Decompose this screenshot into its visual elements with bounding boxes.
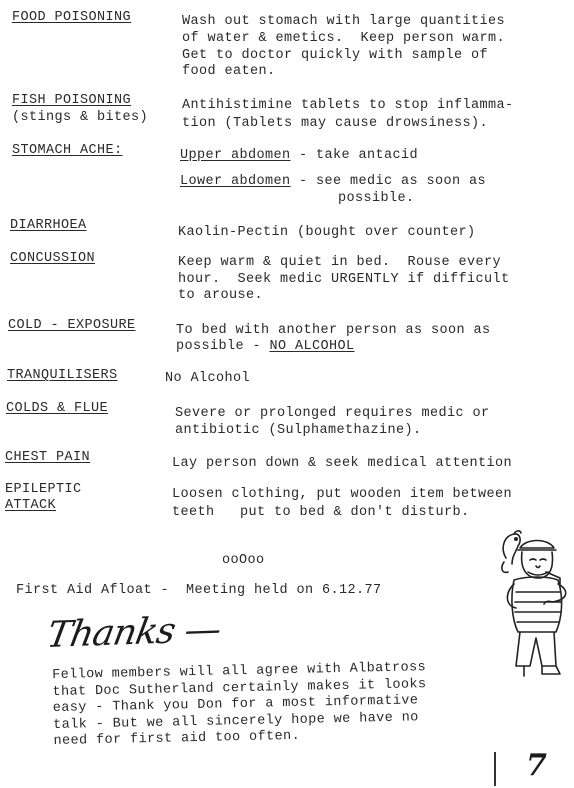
no-alcohol-emphasis: NO ALCOHOL bbox=[269, 339, 355, 354]
closing-line-1: Fellow members will all agree with Albatross bbox=[52, 660, 427, 683]
separator: ooOoo bbox=[222, 553, 265, 568]
desc-concussion-3: to arouse. bbox=[178, 288, 264, 303]
term-tranquilisers: TRANQUILISERS bbox=[7, 368, 118, 383]
term-cold-exposure: COLD - EXPOSURE bbox=[8, 318, 136, 333]
desc-food-poisoning-2: of water & emetics. Keep person warm. bbox=[182, 31, 506, 46]
term-fish-poisoning-sub: (stings & bites) bbox=[12, 110, 149, 125]
meeting-line: First Aid Afloat - Meeting held on 6.12.77 bbox=[16, 583, 382, 598]
term-chest-pain: CHEST PAIN bbox=[5, 450, 91, 465]
desc-diarrhoea: Kaolin-Pectin (bought over counter) bbox=[178, 225, 476, 240]
term-epileptic-attack: ATTACK bbox=[5, 498, 57, 513]
stomach-lower-row bbox=[180, 174, 486, 191]
desc-tranquilisers: No Alcohol bbox=[165, 371, 251, 386]
closing-line-3: easy - Thank you Don for a most informative bbox=[52, 693, 419, 716]
closing-line-4: talk - But we all sincerely hope we have no bbox=[53, 709, 419, 733]
desc-fish-poisoning-2: tion (Tablets may cause drowsiness). bbox=[182, 116, 489, 131]
sailor-cartoon-illustration bbox=[490, 528, 572, 678]
desc-food-poisoning-1: Wash out stomach with large quantities bbox=[182, 14, 506, 29]
desc-food-poisoning-4: food eaten. bbox=[182, 64, 276, 79]
term-colds-flue: COLDS & FLUE bbox=[6, 401, 109, 416]
term-food-poisoning: FOOD POISONING bbox=[12, 10, 132, 25]
term-stomach-ache: STOMACH ACHE: bbox=[12, 143, 123, 158]
desc-concussion-2: hour. Seek medic URGENTLY if difficult bbox=[178, 272, 510, 287]
upper-abdomen-text: - take antacid bbox=[290, 148, 419, 163]
term-concussion: CONCUSSION bbox=[10, 251, 96, 266]
page-number: 7 bbox=[526, 748, 547, 783]
handwritten-thanks: Thanks — bbox=[43, 609, 224, 656]
desc-cold-exposure-2 bbox=[176, 339, 355, 356]
desc-epileptic-1: Loosen clothing, put wooden item between bbox=[172, 487, 513, 502]
term-diarrhoea: DIARRHOEA bbox=[10, 218, 87, 233]
desc-cold-exposure-1: To bed with another person as soon as bbox=[176, 323, 491, 338]
desc-concussion-1: Keep warm & quiet in bed. Rouse every bbox=[178, 255, 502, 270]
lower-abdomen-label: Lower abdomen bbox=[180, 174, 291, 189]
lower-abdomen-text: - see medic as soon as bbox=[290, 174, 487, 189]
desc-chest-pain: Lay person down & seek medical attention bbox=[172, 456, 513, 471]
lower-abdomen-text-2: possible. bbox=[338, 191, 415, 206]
term-epileptic: EPILEPTIC bbox=[5, 482, 82, 497]
closing-line-5: need for first aid too often. bbox=[53, 728, 301, 749]
cold-exposure-prefix: possible - bbox=[176, 339, 270, 354]
stomach-upper-row bbox=[180, 148, 418, 165]
desc-food-poisoning-3: Get to doctor quickly with sample of bbox=[182, 48, 489, 63]
term-fish-poisoning: FISH POISONING bbox=[12, 93, 132, 108]
desc-epileptic-2: teeth put to bed & don't disturb. bbox=[172, 505, 470, 520]
desc-colds-flue-2: antibiotic (Sulphamethazine). bbox=[175, 423, 422, 438]
desc-fish-poisoning-1: Antihistimine tablets to stop inflamma- bbox=[182, 98, 514, 113]
desc-colds-flue-1: Severe or prolonged requires medic or bbox=[175, 406, 490, 421]
margin-line bbox=[494, 752, 496, 786]
upper-abdomen-label: Upper abdomen bbox=[180, 148, 291, 163]
closing-line-2: that Doc Sutherland certainly makes it looks bbox=[52, 676, 427, 700]
closing-paragraph bbox=[52, 660, 428, 750]
